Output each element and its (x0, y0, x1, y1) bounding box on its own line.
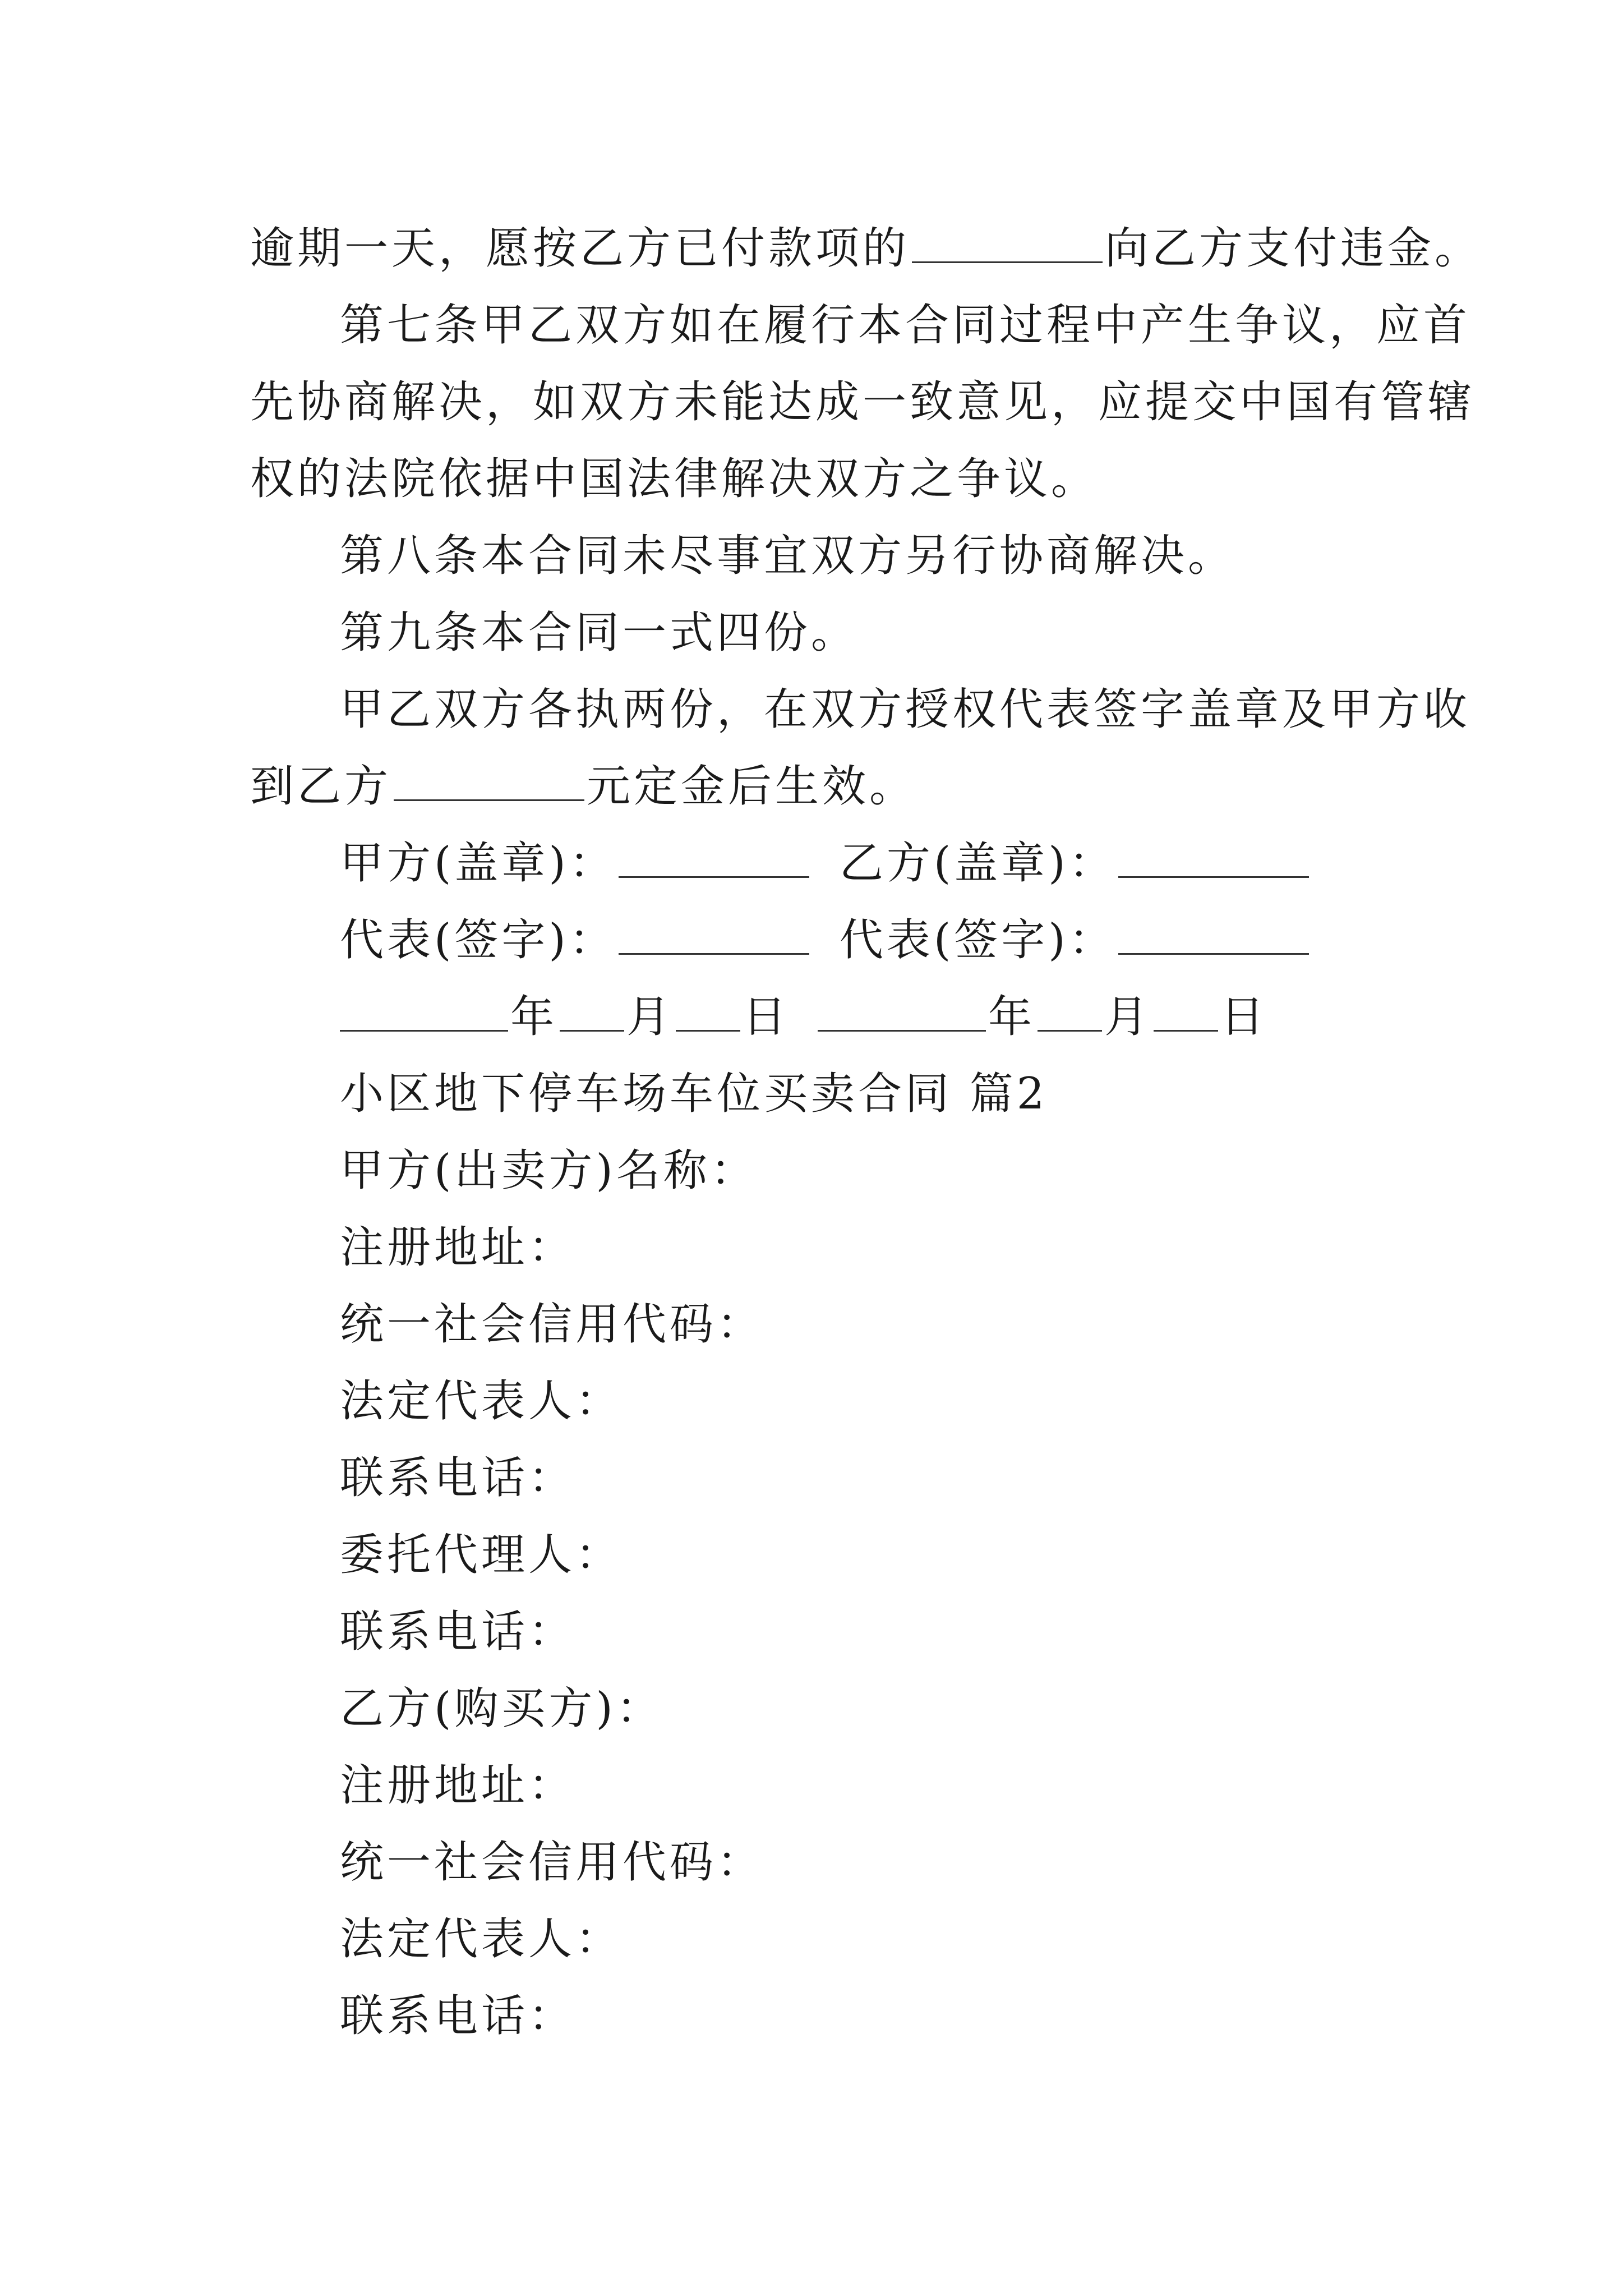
clause-penalty-text-a: 逾期一天，愿按乙方已付款项的 (250, 223, 910, 274)
deposit-text-b: 元定金后生效。 (587, 761, 917, 812)
party-b-rep-label: 代表(签字)： (839, 915, 1116, 965)
clause-penalty-line (250, 210, 1482, 287)
seller-credit-code-field: 统一社会信用代码： (340, 1299, 764, 1350)
party-a-seal-blank (619, 839, 809, 878)
party-b-year-blank (818, 993, 986, 1032)
representative-row (250, 902, 1394, 979)
section-2-title: 小区地下停车场车位买卖合同 篇2 (340, 1069, 1048, 1119)
seal-row (250, 825, 1394, 902)
party-a-seal-label: 甲方(盖章)： (340, 838, 616, 889)
deposit-amount-blank (394, 762, 584, 801)
party-b-seal-label: 乙方(盖章)： (839, 838, 1116, 889)
party-a-day-label: 日 (743, 992, 790, 1042)
clause-7-line-2: 先协商解决，如双方未能达成一致意见，应提交中国有管辖 (250, 377, 1476, 427)
seller-agent-field: 委托代理人： (340, 1530, 623, 1580)
clause-penalty-text-b: 向乙方支付违金。 (1105, 223, 1482, 274)
seller-name-field: 甲方(出卖方)名称： (340, 1145, 758, 1196)
party-b-seal-blank (1118, 839, 1309, 878)
party-b-rep-blank (1118, 916, 1309, 955)
party-a-rep-label: 代表(签字)： (340, 915, 616, 965)
party-b-month-label: 月 (1104, 992, 1152, 1042)
seller-legal-rep-field: 法定代表人： (340, 1376, 623, 1427)
clause-8: 第八条本合同未尽事宜双方另行协商解决。 (340, 531, 1235, 581)
party-a-year-blank (340, 993, 508, 1032)
clause-9-copies-line-2 (250, 748, 1394, 825)
party-b-day-blank (1154, 993, 1218, 1032)
date-row (250, 979, 1394, 1056)
party-b-year-label: 年 (988, 992, 1036, 1042)
deposit-text-a: 到乙方 (250, 761, 392, 812)
party-a-year-label: 年 (510, 992, 558, 1042)
seller-phone-field: 联系电话： (340, 1453, 576, 1503)
clause-7-line-1: 第七条甲乙双方如在履行本合同过程中产生争议，应首 (340, 300, 1471, 351)
buyer-credit-code-field: 统一社会信用代码： (340, 1837, 764, 1888)
seller-address-field: 注册地址： (340, 1222, 576, 1273)
document-body (250, 210, 1482, 2055)
clause-9: 第九条本合同一式四份。 (340, 608, 859, 658)
party-a-month-label: 月 (626, 992, 674, 1042)
clause-9-copies-line-1: 甲乙双方各执两份，在双方授权代表签字盖章及甲方收 (340, 684, 1471, 735)
party-b-day-label: 日 (1220, 992, 1268, 1042)
party-a-month-blank (560, 993, 624, 1032)
buyer-legal-rep-field: 法定代表人： (340, 1914, 623, 1964)
clause-7-line-3: 权的法院依据中国法律解决双方之争议。 (250, 454, 1099, 504)
penalty-rate-blank (912, 224, 1103, 263)
party-a-day-blank (676, 993, 740, 1032)
party-b-month-blank (1038, 993, 1102, 1032)
buyer-phone-field: 联系电话： (340, 1991, 576, 2041)
party-a-rep-blank (619, 916, 809, 955)
seller-agent-phone-field: 联系电话： (340, 1607, 576, 1657)
buyer-name-field: 乙方(购买方)： (340, 1683, 663, 1734)
buyer-address-field: 注册地址： (340, 1760, 576, 1811)
